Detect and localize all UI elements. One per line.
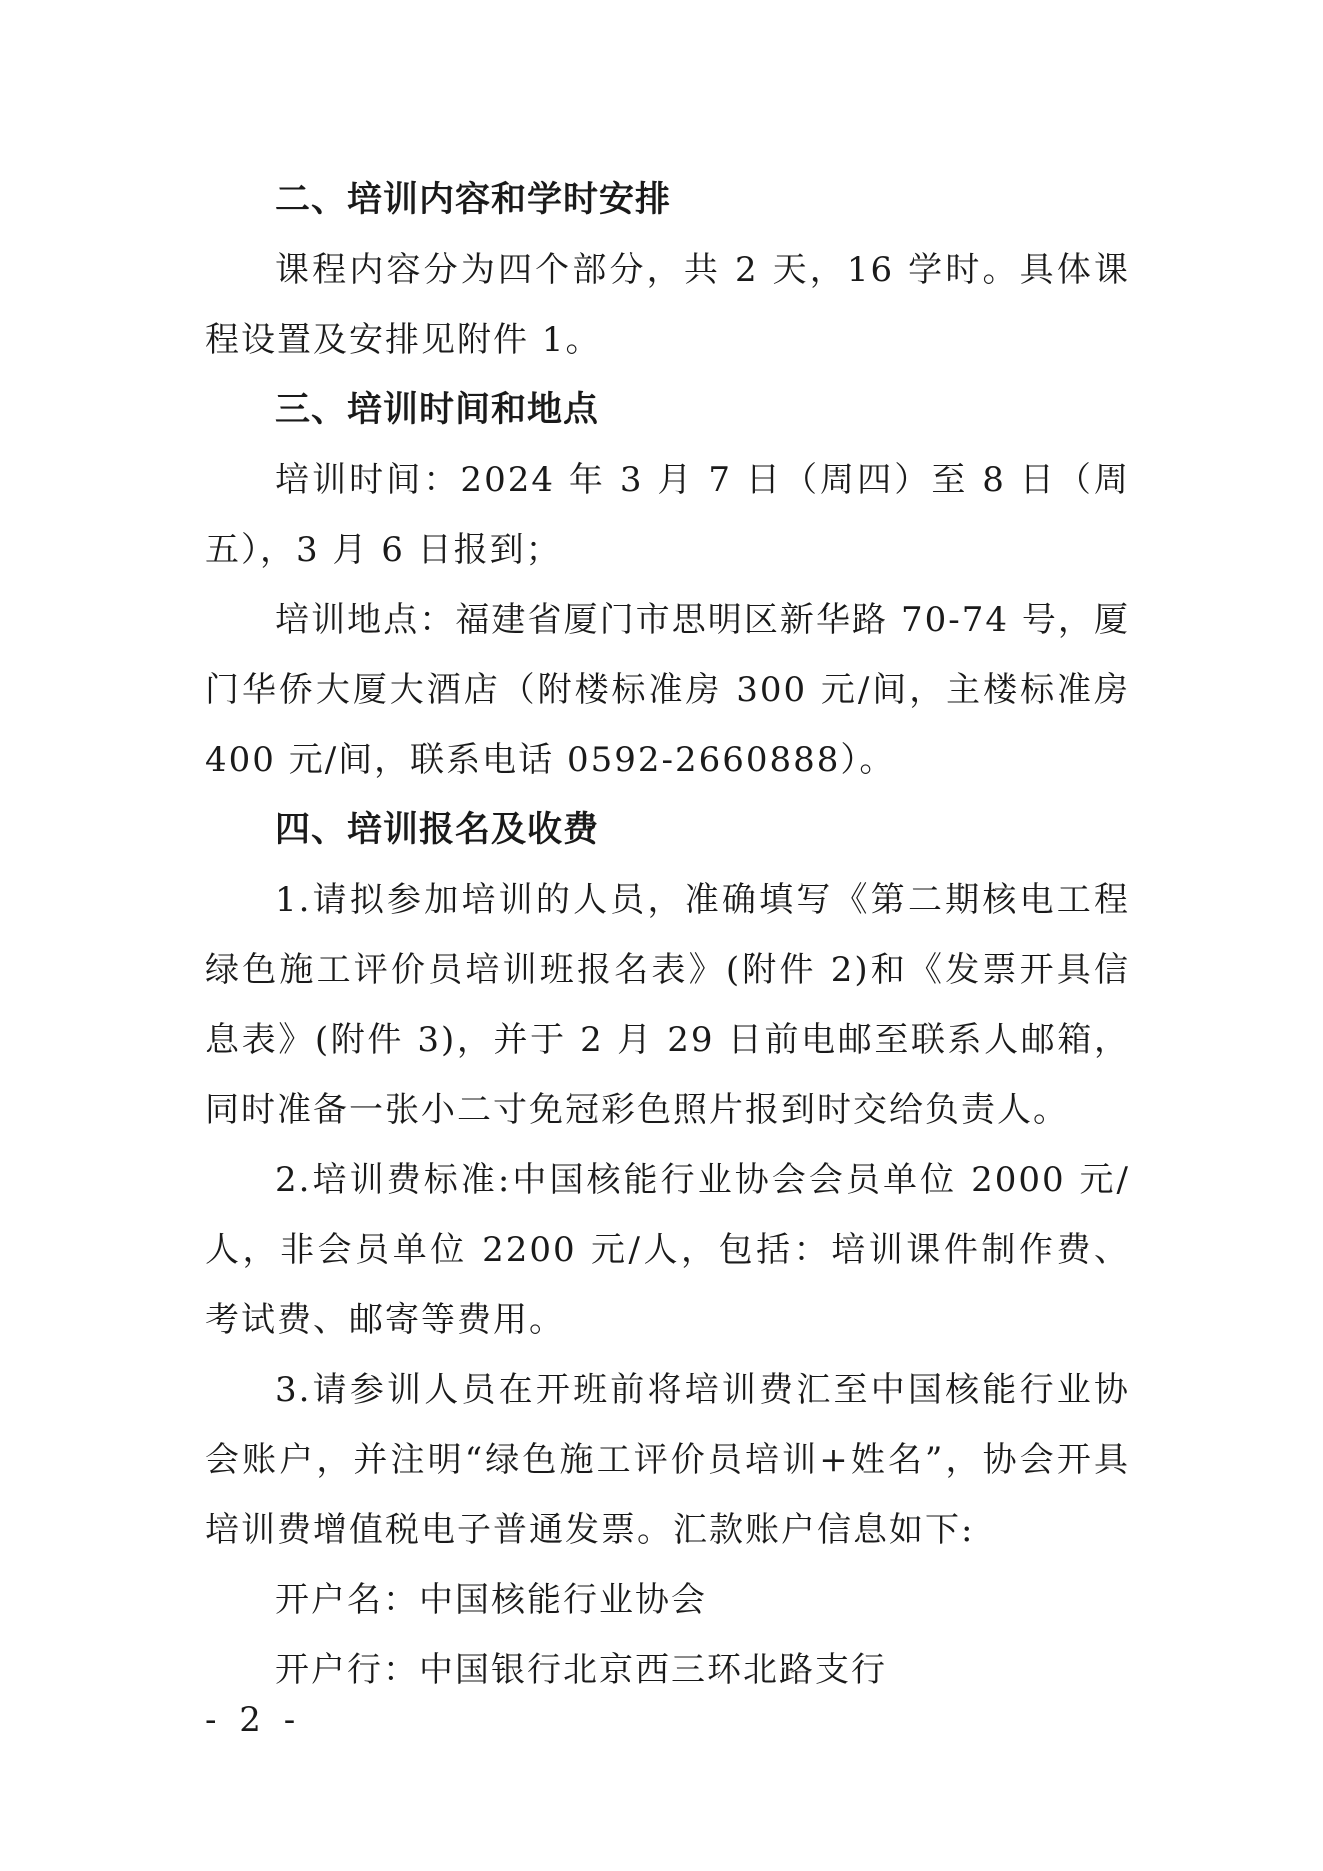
document-body: [205, 165, 1130, 1705]
section-heading: 二、培训内容和学时安排: [275, 180, 672, 220]
paragraph: 培训地点：福建省厦门市思明区新华路 70-74 号，厦门华侨大厦大酒店（附楼标准房 300 元/间，主楼标准房 400 元/间，联系电话 0592-2660888）。: [205, 600, 1130, 780]
page-number: - 2 -: [205, 1700, 302, 1740]
account-name: 开户名：中国核能行业协会: [275, 1580, 707, 1620]
section-registration-fees: [205, 795, 1130, 1705]
paragraph: 1.请拟参加培训的人员，准确填写《第二期核电工程绿色施工评价员培训班报名表》(附件 2)和《发票开具信息表》(附件 3)，并于 2 月 29 日前电邮至联系人邮箱，同时准备一张小二寸免冠彩色照片报到时交给负责人。: [205, 880, 1130, 1130]
section-training-content: [205, 165, 1130, 375]
paragraph: 3.请参训人员在开班前将培训费汇至中国核能行业协会账户，并注明“绿色施工评价员培训+姓名”，协会开具培训费增值税电子普通发票。汇款账户信息如下:: [205, 1370, 1130, 1550]
section-heading: 三、培训时间和地点: [275, 390, 600, 430]
paragraph: 课程内容分为四个部分，共 2 天，16 学时。具体课程设置及安排见附件 1。: [205, 250, 1130, 360]
section-training-time-location: [205, 375, 1130, 795]
paragraph: 培训时间：2024 年 3 月 7 日（周四）至 8 日（周五），3 月 6 日报到；: [205, 460, 1130, 570]
paragraph: 2.培训费标准:中国核能行业协会会员单位 2000 元/人，非会员单位 2200 元/人，包括：培训课件制作费、考试费、邮寄等费用。: [205, 1160, 1130, 1340]
account-bank: 开户行：中国银行北京西三环北路支行: [275, 1650, 887, 1690]
section-heading: 四、培训报名及收费: [275, 810, 600, 850]
